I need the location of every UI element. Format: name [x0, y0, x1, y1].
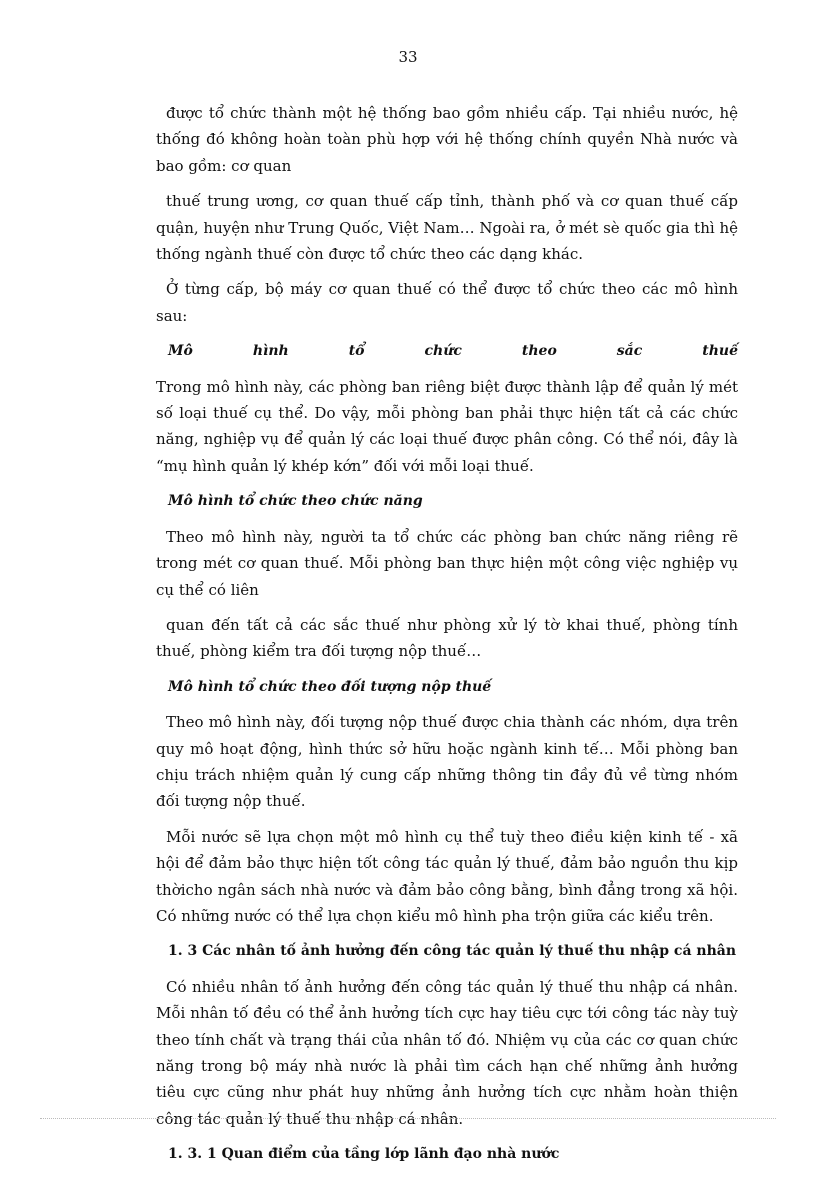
subheading-model-by-tax-type: Mô hình tổ chức theo sắc thuế: [168, 343, 738, 360]
subheading-model-by-function: Mô hình tổ chức theo chức năng: [168, 493, 423, 510]
paragraph: được tổ chức thành một hệ thống bao gồm nhiều cấp. Tại nhiều nước, hệ thống đó không hoàn toàn phù hợp với hệ thống chính quyền Nhà nước và bao gồm: cơ quan: [156, 104, 738, 175]
paragraph: Theo mô hình này, đối tượng nộp thuế được chia thành các nhóm, dựa trên quy mô hoạt động, hình thức sở hữu hoặc ngành kinh tế… Mỗi phòng ban chịu trách nhiệm quản lý cung cấp những thông tin đầy đủ về từng nhóm đối tượng nộp thuế.: [156, 713, 738, 811]
document-body: [156, 100, 738, 1177]
paragraph: Có nhiều nhân tố ảnh hưởng đến công tác quản lý thuế thu nhập cá nhân. Mỗi nhân tố đều có thể ảnh hưởng tích cực hay tiêu cực tới công tác này tuỳ theo tính chất và trạng thái của nhân tố đó. Nhiệm vụ của các cơ quan chức năng trong bộ máy nhà nước là phải tìm cách hạn chế những ảnh hưởng tiêu cực cũng như phát huy những ảnh hưởng tích cực nhằm hoàn thiện công tác quản lý thuế thu nhập cá nhân.: [156, 977, 738, 1128]
paragraph: thuế trung ương, cơ quan thuế cấp tỉnh, thành phố và cơ quan thuế cấp quận, huyện như Trung Quốc, Việt Nam… Ngoài ra, ở mét sè quốc gia thì hệ thống ngành thuế còn được tổ chức theo các dạng khác.: [156, 192, 738, 264]
paragraph: Ở từng cấp, bộ máy cơ quan thuế có thể được tổ chức theo các mô hình sau:: [156, 280, 738, 325]
paragraph: quan đến tất cả các sắc thuế như phòng xử lý tờ khai thuế, phòng tính thuế, phòng kiểm tra đối tượng nộp thuế…: [156, 615, 738, 661]
section-heading-1-3: 1. 3 Các nhân tố ảnh hưởng đến công tác quản lý thuế thu nhập cá nhân: [168, 943, 736, 960]
paragraph: Theo mô hình này, người ta tổ chức các phòng ban chức năng riêng rẽ trong mét cơ quan thuế. Mỗi phòng ban thực hiện một công việc nghiệp vụ cụ thể có liên: [156, 527, 738, 599]
subheading-model-by-taxpayer: Mô hình tổ chức theo đối tượng nộp thuế: [168, 678, 492, 695]
page-number: 33: [398, 48, 418, 66]
paragraph: Trong mô hình này, các phòng ban riêng biệt được thành lập để quản lý mét số loại thuế cụ thể. Do vậy, mỗi phòng ban phải thực hiện tất cả các chức năng, nghiệp vụ để quản lý các loại thuế được phân công. Có thể nói, đây là “mụ hình quản lý khép kớn” đối với mỗi loại thuế.: [156, 377, 738, 475]
paragraph: Mỗi nước sẽ lựa chọn một mô hình cụ thể tuỳ theo điều kiện kinh tế - xã hội để đảm bảo thực hiện tốt công tác quản lý thuế, đảm bảo nguồn thu kịp thờicho ngân sách nhà nước và đảm bảo công bằng, bình đẳng trong xã hội. Có những nước có thể lựa chọn kiểu mô hình pha trộn giữa các kiểu trên.: [156, 827, 738, 925]
section-heading-1-3-1: 1. 3. 1 Quan điểm của tầng lớp lãnh đạo nhà nước: [168, 1146, 560, 1163]
page-bottom-divider: [40, 1118, 776, 1119]
